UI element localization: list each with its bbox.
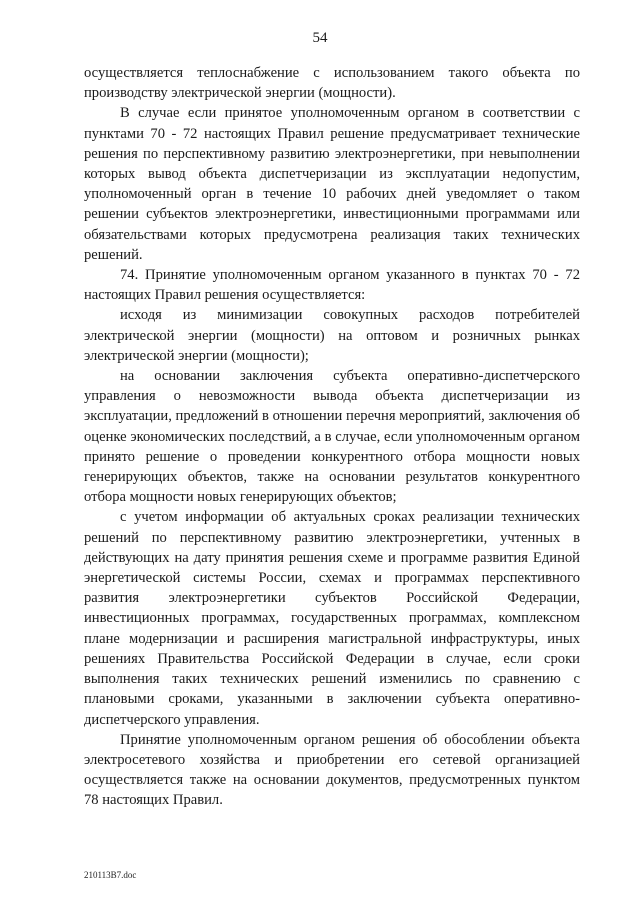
page-number: 54 bbox=[312, 30, 328, 46]
paragraph-7: Принятие уполномоченным органом решения об обособлении объекта электросетевого хозяйства и приобретении его сетевой организацией осуществляется также на основании документов, предусмотренных пунктом 78 настоящих Правил. bbox=[84, 731, 580, 809]
paragraph-1: осуществляется теплоснабжение с использованием такого объекта по производству электрической энергии (мощности). bbox=[84, 65, 580, 102]
body-text bbox=[84, 63, 580, 811]
footer-file-code: 210113В7.doc bbox=[84, 870, 137, 880]
paragraph-6: с учетом информации об актуальных сроках реализации технических решений по перспективному развитию электроэнергетики, учтенных в действующих на дату принятия решения схеме и программе развития Единой энергетической системы России, схемах и программах перспективного развития электроэнергетики субъектов Российской Федерации, инвестиционных программах, государственных программах, комплексном плане модернизации и расширения магистральной инфраструктуры, иных решениях Правительства Российской Федерации в случае, если сроки выполнения таких технических решений изменились по сравнению с плановыми сроками, указанными в заключении субъекта оперативно-диспетчерского управления. bbox=[84, 509, 580, 728]
paragraph-2: В случае если принятое уполномоченным органом в соответствии с пунктами 70 - 72 настоящих Правил решение предусматривает технические решения по перспективному развитию электроэнергетики, при невыполнении которых вывод объекта диспетчеризации из эксплуатации недопустим, уполномоченный орган в течение 10 рабочих дней уведомляет о таком решении субъектов электроэнергетики, инвестиционными программами или обязательствами которых предусмотрена реализация таких технических решений. bbox=[84, 105, 580, 263]
paragraph-5: на основании заключения субъекта оперативно-диспетчерского управления о невозможности вывода объекта диспетчеризации из эксплуатации, предложений в отношении перечня мероприятий, заключения об оценке экономических последствий, а в случае, если уполномоченным органом принято решение о проведении конкурентного отбора мощности новых генерирующих объектов, также на основании результатов конкурентного отбора мощности новых генерирующих объектов; bbox=[84, 368, 580, 506]
paragraph-3: 74. Принятие уполномоченным органом указанного в пунктах 70 - 72 настоящих Правил решения осуществляется: bbox=[84, 267, 580, 304]
paragraph-4: исходя из минимизации совокупных расходов потребителей электрической энергии (мощности) на оптовом и розничных рынках электрической энергии (мощности); bbox=[84, 307, 580, 364]
